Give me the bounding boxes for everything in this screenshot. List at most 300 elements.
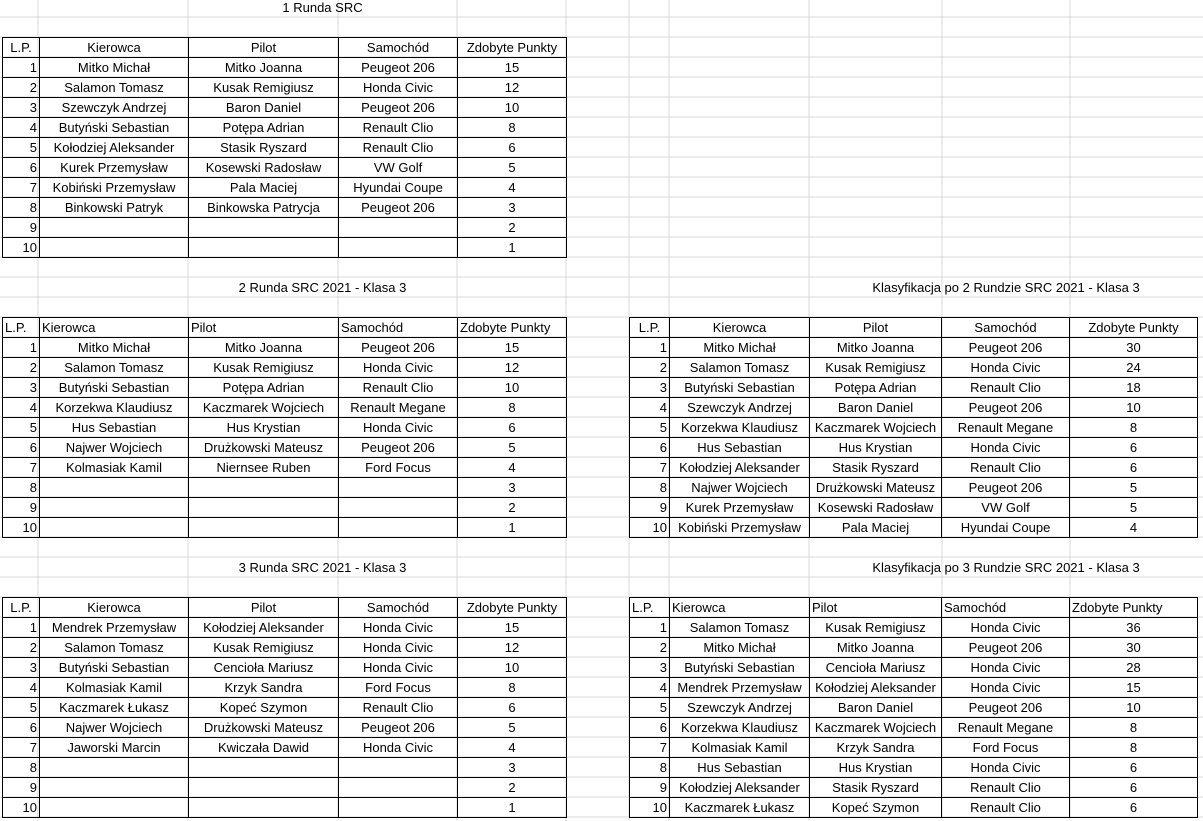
cell-punkty[interactable]: 4	[458, 738, 567, 758]
cell-pilot[interactable]: Kopeć Szymon	[189, 698, 339, 718]
cell-lp[interactable]: 9	[3, 498, 40, 518]
cell-punkty[interactable]: 12	[458, 358, 567, 378]
cell-punkty[interactable]: 8	[458, 398, 567, 418]
cell-kierowca[interactable]	[40, 758, 189, 778]
cell-kierowca[interactable]: Korzekwa Klaudiusz	[40, 398, 189, 418]
table-row	[3, 778, 567, 798]
table-row	[630, 498, 1198, 518]
cell-lp[interactable]: 2	[3, 78, 40, 98]
cell-samochod[interactable]: Honda Civic	[339, 658, 458, 678]
cell-kierowca[interactable]: Salamon Tomasz	[670, 618, 810, 638]
cell-lp[interactable]: 5	[630, 418, 670, 438]
cell-lp[interactable]: 8	[3, 478, 40, 498]
cell-lp[interactable]: 10	[630, 798, 670, 818]
cell-punkty[interactable]: 30	[1070, 638, 1198, 658]
table-row	[630, 478, 1198, 498]
cell-pilot[interactable]: Hus Krystian	[810, 758, 942, 778]
table-row	[630, 718, 1198, 738]
cell-lp[interactable]: 2	[3, 358, 40, 378]
table-round-1	[2, 37, 567, 258]
cell-kierowca[interactable]: Butyński Sebastian	[40, 378, 189, 398]
cell-pilot[interactable]: Mitko Joanna	[189, 58, 339, 78]
cell-pilot[interactable]: Stasik Ryszard	[189, 138, 339, 158]
cell-punkty[interactable]: 8	[1070, 418, 1198, 438]
cell-lp[interactable]: 6	[630, 438, 670, 458]
cell-kierowca[interactable]: Kaczmarek Łukasz	[40, 698, 189, 718]
cell-samochod[interactable]: Ford Focus	[339, 678, 458, 698]
cell-kierowca[interactable]: Kołodziej Aleksander	[40, 138, 189, 158]
cell-pilot[interactable]: Drużkowski Mateusz	[189, 718, 339, 738]
table-row	[3, 178, 567, 198]
header-samochod[interactable]: Samochód	[942, 598, 1070, 618]
cell-kierowca[interactable]: Salamon Tomasz	[40, 638, 189, 658]
header-kierowca[interactable]: Kierowca	[670, 598, 810, 618]
cell-samochod[interactable]: Honda Civic	[942, 618, 1070, 638]
cell-samochod[interactable]	[339, 478, 458, 498]
cell-samochod[interactable]	[339, 518, 458, 538]
cell-lp[interactable]: 5	[3, 138, 40, 158]
cell-kierowca[interactable]: Kobiński Przemysław	[670, 518, 810, 538]
cell-samochod[interactable]: Honda Civic	[339, 78, 458, 98]
cell-samochod[interactable]: Renault Clio	[942, 458, 1070, 478]
cell-samochod[interactable]: Peugeot 206	[942, 698, 1070, 718]
cell-lp[interactable]: 4	[3, 678, 40, 698]
cell-lp[interactable]: 8	[630, 478, 670, 498]
cell-samochod[interactable]: Honda Civic	[942, 758, 1070, 778]
cell-kierowca[interactable]: Szewczyk Andrzej	[670, 698, 810, 718]
cell-punkty[interactable]: 6	[458, 418, 567, 438]
cell-kierowca[interactable]: Jaworski Marcin	[40, 738, 189, 758]
cell-lp[interactable]: 1	[630, 618, 670, 638]
cell-punkty[interactable]: 2	[458, 498, 567, 518]
cell-kierowca[interactable]: Salamon Tomasz	[670, 358, 810, 378]
cell-lp[interactable]: 9	[630, 498, 670, 518]
cell-samochod[interactable]: Ford Focus	[942, 738, 1070, 758]
cell-pilot[interactable]: Kołodziej Aleksander	[189, 618, 339, 638]
cell-samochod[interactable]: Honda Civic	[942, 658, 1070, 678]
cell-lp[interactable]: 7	[3, 458, 40, 478]
cell-lp[interactable]: 6	[3, 438, 40, 458]
cell-samochod[interactable]: Ford Focus	[339, 458, 458, 478]
cell-samochod[interactable]: Renault Megane	[942, 418, 1070, 438]
cell-lp[interactable]: 5	[630, 698, 670, 718]
cell-punkty[interactable]: 6	[1070, 458, 1198, 478]
cell-lp[interactable]: 9	[630, 778, 670, 798]
cell-punkty[interactable]: 1	[458, 518, 567, 538]
cell-pilot[interactable]: Kusak Remigiusz	[189, 638, 339, 658]
header-punkty[interactable]: Zdobyte Punkty	[458, 598, 567, 618]
cell-lp[interactable]: 2	[630, 358, 670, 378]
cell-samochod[interactable]	[339, 498, 458, 518]
table-row	[3, 718, 567, 738]
cell-kierowca[interactable]: Hus Sebastian	[670, 758, 810, 778]
header-samochod[interactable]: Samochód	[942, 318, 1070, 338]
cell-pilot[interactable]: Kusak Remigiusz	[189, 78, 339, 98]
cell-lp[interactable]: 3	[630, 658, 670, 678]
cell-punkty[interactable]: 15	[458, 58, 567, 78]
cell-samochod[interactable]: Renault Clio	[339, 138, 458, 158]
cell-lp[interactable]: 2	[630, 638, 670, 658]
cell-samochod[interactable]: Honda Civic	[942, 678, 1070, 698]
cell-pilot[interactable]	[189, 798, 339, 818]
cell-samochod[interactable]	[339, 218, 458, 238]
cell-punkty[interactable]: 6	[1070, 758, 1198, 778]
table-row	[3, 118, 567, 138]
cell-punkty[interactable]: 8	[1070, 718, 1198, 738]
table-row	[3, 758, 567, 778]
cell-lp[interactable]: 3	[3, 98, 40, 118]
cell-punkty[interactable]: 3	[458, 198, 567, 218]
cell-samochod[interactable]: Peugeot 206	[339, 338, 458, 358]
cell-pilot[interactable]: Hus Krystian	[810, 438, 942, 458]
cell-kierowca[interactable]: Butyński Sebastian	[670, 658, 810, 678]
cell-samochod[interactable]: Renault Megane	[942, 718, 1070, 738]
cell-kierowca[interactable]: Korzekwa Klaudiusz	[670, 418, 810, 438]
cell-pilot[interactable]: Mitko Joanna	[189, 338, 339, 358]
cell-punkty[interactable]: 5	[458, 438, 567, 458]
table-row	[3, 618, 567, 638]
cell-samochod[interactable]: Hyundai Coupe	[942, 518, 1070, 538]
table-row	[3, 158, 567, 178]
cell-pilot[interactable]: Kusak Remigiusz	[189, 358, 339, 378]
cell-pilot[interactable]: Kaczmarek Wojciech	[810, 418, 942, 438]
cell-pilot[interactable]	[189, 238, 339, 258]
header-pilot[interactable]: Pilot	[810, 318, 942, 338]
cell-pilot[interactable]	[189, 758, 339, 778]
cell-kierowca[interactable]	[40, 798, 189, 818]
cell-kierowca[interactable]: Kołodziej Aleksander	[670, 458, 810, 478]
cell-kierowca[interactable]: Kołodziej Aleksander	[670, 778, 810, 798]
cell-punkty[interactable]: 28	[1070, 658, 1198, 678]
cell-samochod[interactable]	[339, 798, 458, 818]
cell-punkty[interactable]: 18	[1070, 378, 1198, 398]
header-punkty[interactable]: Zdobyte Punkty	[458, 38, 567, 58]
cell-pilot[interactable]: Potępa Adrian	[810, 378, 942, 398]
cell-kierowca[interactable]	[40, 218, 189, 238]
cell-pilot[interactable]: Kusak Remigiusz	[810, 358, 942, 378]
cell-punkty[interactable]: 3	[458, 758, 567, 778]
cell-punkty[interactable]: 8	[1070, 738, 1198, 758]
cell-samochod[interactable]: Peugeot 206	[339, 58, 458, 78]
cell-samochod[interactable]: Peugeot 206	[942, 638, 1070, 658]
cell-samochod[interactable]: VW Golf	[339, 158, 458, 178]
cell-kierowca[interactable]	[40, 498, 189, 518]
cell-lp[interactable]: 4	[3, 118, 40, 138]
cell-lp[interactable]: 10	[3, 798, 40, 818]
cell-pilot[interactable]: Krzyk Sandra	[189, 678, 339, 698]
header-samochod[interactable]: Samochód	[339, 318, 458, 338]
cell-samochod[interactable]: Peugeot 206	[942, 478, 1070, 498]
cell-kierowca[interactable]: Butyński Sebastian	[40, 118, 189, 138]
table-row	[630, 338, 1198, 358]
cell-lp[interactable]: 5	[3, 698, 40, 718]
cell-samochod[interactable]: VW Golf	[942, 498, 1070, 518]
table-row	[3, 58, 567, 78]
cell-samochod[interactable]: Renault Clio	[339, 118, 458, 138]
cell-lp[interactable]: 7	[630, 738, 670, 758]
cell-pilot[interactable]: Kosewski Radosław	[189, 158, 339, 178]
cell-kierowca[interactable]: Mendrek Przemysław	[670, 678, 810, 698]
cell-samochod[interactable]: Renault Clio	[942, 778, 1070, 798]
cell-samochod[interactable]: Peugeot 206	[942, 338, 1070, 358]
cell-lp[interactable]: 3	[630, 378, 670, 398]
header-lp[interactable]: L.P.	[630, 598, 670, 618]
cell-punkty[interactable]: 6	[1070, 778, 1198, 798]
header-lp[interactable]: L.P.	[3, 38, 40, 58]
header-kierowca[interactable]: Kierowca	[670, 318, 810, 338]
header-pilot[interactable]: Pilot	[189, 38, 339, 58]
cell-punkty[interactable]: 6	[1070, 798, 1198, 818]
cell-lp[interactable]: 1	[3, 58, 40, 78]
cell-samochod[interactable]: Peugeot 206	[339, 198, 458, 218]
cell-punkty[interactable]: 3	[458, 478, 567, 498]
cell-kierowca[interactable]: Korzekwa Klaudiusz	[670, 718, 810, 738]
cell-punkty[interactable]: 2	[458, 778, 567, 798]
cell-lp[interactable]: 4	[630, 678, 670, 698]
cell-lp[interactable]: 6	[3, 158, 40, 178]
cell-lp[interactable]: 7	[630, 458, 670, 478]
header-kierowca[interactable]: Kierowca	[40, 598, 189, 618]
cell-lp[interactable]: 8	[630, 758, 670, 778]
cell-punkty[interactable]: 5	[1070, 498, 1198, 518]
cell-punkty[interactable]: 24	[1070, 358, 1198, 378]
header-lp[interactable]: L.P.	[3, 318, 40, 338]
cell-kierowca[interactable]: Hus Sebastian	[40, 418, 189, 438]
cell-samochod[interactable]: Peugeot 206	[339, 98, 458, 118]
cell-lp[interactable]: 3	[3, 378, 40, 398]
cell-lp[interactable]: 1	[630, 338, 670, 358]
cell-pilot[interactable]: Kopeć Szymon	[810, 798, 942, 818]
cell-samochod[interactable]: Renault Megane	[339, 398, 458, 418]
cell-kierowca[interactable]: Mendrek Przemysław	[40, 618, 189, 638]
cell-samochod[interactable]: Honda Civic	[339, 638, 458, 658]
cell-pilot[interactable]: Drużkowski Mateusz	[189, 438, 339, 458]
cell-pilot[interactable]: Krzyk Sandra	[810, 738, 942, 758]
cell-lp[interactable]: 9	[3, 778, 40, 798]
cell-kierowca[interactable]: Salamon Tomasz	[40, 78, 189, 98]
header-samochod[interactable]: Samochód	[339, 38, 458, 58]
header-pilot[interactable]: Pilot	[189, 598, 339, 618]
cell-lp[interactable]: 8	[3, 198, 40, 218]
table-row	[3, 638, 567, 658]
cell-lp[interactable]: 1	[3, 338, 40, 358]
header-row	[630, 598, 1198, 618]
cell-lp[interactable]: 4	[3, 398, 40, 418]
cell-samochod[interactable]: Renault Clio	[339, 698, 458, 718]
cell-punkty[interactable]: 8	[458, 118, 567, 138]
cell-pilot[interactable]: Kaczmarek Wojciech	[189, 398, 339, 418]
cell-pilot[interactable]: Binkowska Patrycja	[189, 198, 339, 218]
table-row	[3, 498, 567, 518]
table-row	[3, 98, 567, 118]
header-lp[interactable]: L.P.	[630, 318, 670, 338]
cell-pilot[interactable]: Pala Maciej	[189, 178, 339, 198]
cell-punkty[interactable]: 36	[1070, 618, 1198, 638]
cell-punkty[interactable]: 30	[1070, 338, 1198, 358]
header-lp[interactable]: L.P.	[3, 598, 40, 618]
cell-samochod[interactable]: Peugeot 206	[339, 718, 458, 738]
table-row	[630, 658, 1198, 678]
cell-punkty[interactable]: 8	[458, 678, 567, 698]
header-punkty[interactable]: Zdobyte Punkty	[1070, 318, 1198, 338]
cell-punkty[interactable]: 6	[458, 138, 567, 158]
header-kierowca[interactable]: Kierowca	[40, 38, 189, 58]
cell-punkty[interactable]: 15	[1070, 678, 1198, 698]
cell-lp[interactable]: 2	[3, 638, 40, 658]
cell-punkty[interactable]: 10	[1070, 398, 1198, 418]
cell-punkty[interactable]: 12	[458, 638, 567, 658]
cell-pilot[interactable]: Baron Daniel	[810, 698, 942, 718]
cell-samochod[interactable]	[339, 758, 458, 778]
cell-kierowca[interactable]: Mitko Michał	[40, 338, 189, 358]
cell-kierowca[interactable]: Salamon Tomasz	[40, 358, 189, 378]
cell-pilot[interactable]: Stasik Ryszard	[810, 778, 942, 798]
cell-lp[interactable]: 7	[3, 178, 40, 198]
cell-lp[interactable]: 8	[3, 758, 40, 778]
cell-kierowca[interactable]: Hus Sebastian	[670, 438, 810, 458]
cell-pilot[interactable]	[189, 478, 339, 498]
cell-kierowca[interactable]: Kolmasiak Kamil	[40, 458, 189, 478]
cell-kierowca[interactable]: Najwer Wojciech	[40, 718, 189, 738]
header-punkty[interactable]: Zdobyte Punkty	[1070, 598, 1198, 618]
cell-samochod[interactable]	[339, 778, 458, 798]
cell-punkty[interactable]: 10	[458, 98, 567, 118]
cell-kierowca[interactable]: Mitko Michał	[670, 638, 810, 658]
cell-kierowca[interactable]: Kolmasiak Kamil	[40, 678, 189, 698]
cell-pilot[interactable]: Hus Krystian	[189, 418, 339, 438]
cell-lp[interactable]: 6	[630, 718, 670, 738]
cell-samochod[interactable]: Honda Civic	[339, 738, 458, 758]
cell-kierowca[interactable]: Butyński Sebastian	[670, 378, 810, 398]
cell-lp[interactable]: 5	[3, 418, 40, 438]
cell-kierowca[interactable]	[40, 478, 189, 498]
cell-lp[interactable]: 10	[630, 518, 670, 538]
cell-kierowca[interactable]: Kurek Przemysław	[670, 498, 810, 518]
cell-kierowca[interactable]: Kurek Przemysław	[40, 158, 189, 178]
cell-kierowca[interactable]: Szewczyk Andrzej	[670, 398, 810, 418]
cell-kierowca[interactable]: Najwer Wojciech	[670, 478, 810, 498]
table-row	[3, 78, 567, 98]
cell-kierowca[interactable]: Kaczmarek Łukasz	[670, 798, 810, 818]
cell-pilot[interactable]: Baron Daniel	[810, 398, 942, 418]
cell-punkty[interactable]: 10	[1070, 698, 1198, 718]
table-row	[630, 698, 1198, 718]
cell-pilot[interactable]: Potępa Adrian	[189, 378, 339, 398]
cell-samochod[interactable]: Renault Clio	[339, 378, 458, 398]
cell-pilot[interactable]: Stasik Ryszard	[810, 458, 942, 478]
cell-lp[interactable]: 1	[3, 618, 40, 638]
cell-punkty[interactable]: 6	[458, 698, 567, 718]
cell-pilot[interactable]	[189, 778, 339, 798]
header-samochod[interactable]: Samochód	[339, 598, 458, 618]
cell-samochod[interactable]: Renault Clio	[942, 378, 1070, 398]
cell-punkty[interactable]: 4	[458, 178, 567, 198]
cell-punkty[interactable]: 1	[458, 798, 567, 818]
cell-samochod[interactable]: Peugeot 206	[339, 438, 458, 458]
cell-pilot[interactable]: Cencioła Mariusz	[810, 658, 942, 678]
cell-samochod[interactable]: Honda Civic	[339, 358, 458, 378]
cell-kierowca[interactable]: Kolmasiak Kamil	[670, 738, 810, 758]
cell-pilot[interactable]	[189, 218, 339, 238]
cell-punkty[interactable]: 12	[458, 78, 567, 98]
cell-pilot[interactable]: Potępa Adrian	[189, 118, 339, 138]
cell-lp[interactable]: 9	[3, 218, 40, 238]
cell-lp[interactable]: 10	[3, 238, 40, 258]
cell-punkty[interactable]: 4	[1070, 518, 1198, 538]
cell-kierowca[interactable]: Mitko Michał	[670, 338, 810, 358]
cell-punkty[interactable]: 15	[458, 618, 567, 638]
cell-punkty[interactable]: 4	[458, 458, 567, 478]
cell-punkty[interactable]: 10	[458, 658, 567, 678]
table-row	[3, 378, 567, 398]
header-pilot[interactable]: Pilot	[189, 318, 339, 338]
cell-pilot[interactable]: Drużkowski Mateusz	[810, 478, 942, 498]
cell-pilot[interactable]: Mitko Joanna	[810, 638, 942, 658]
cell-samochod[interactable]: Honda Civic	[339, 618, 458, 638]
cell-pilot[interactable]: Kwiczała Dawid	[189, 738, 339, 758]
cell-punkty[interactable]: 1	[458, 238, 567, 258]
cell-kierowca[interactable]	[40, 238, 189, 258]
cell-kierowca[interactable]	[40, 518, 189, 538]
cell-samochod[interactable]: Honda Civic	[942, 358, 1070, 378]
cell-pilot[interactable]: Baron Daniel	[189, 98, 339, 118]
cell-kierowca[interactable]: Kobiński Przemysław	[40, 178, 189, 198]
cell-lp[interactable]: 4	[630, 398, 670, 418]
cell-punkty[interactable]: 5	[458, 718, 567, 738]
cell-punkty[interactable]: 5	[1070, 478, 1198, 498]
cell-kierowca[interactable]: Mitko Michał	[40, 58, 189, 78]
cell-pilot[interactable]: Kusak Remigiusz	[810, 618, 942, 638]
cell-punkty[interactable]: 5	[458, 158, 567, 178]
cell-pilot[interactable]: Niernsee Ruben	[189, 458, 339, 478]
cell-samochod[interactable]: Peugeot 206	[942, 398, 1070, 418]
header-kierowca[interactable]: Kierowca	[40, 318, 189, 338]
cell-samochod[interactable]	[339, 238, 458, 258]
cell-samochod[interactable]: Honda Civic	[339, 418, 458, 438]
cell-pilot[interactable]: Cencioła Mariusz	[189, 658, 339, 678]
cell-lp[interactable]: 10	[3, 518, 40, 538]
cell-samochod[interactable]: Honda Civic	[942, 438, 1070, 458]
cell-kierowca[interactable]: Butyński Sebastian	[40, 658, 189, 678]
cell-samochod[interactable]: Renault Clio	[942, 798, 1070, 818]
cell-pilot[interactable]: Pala Maciej	[810, 518, 942, 538]
table-row	[630, 638, 1198, 658]
cell-kierowca[interactable]: Binkowski Patryk	[40, 198, 189, 218]
cell-kierowca[interactable]	[40, 778, 189, 798]
cell-kierowca[interactable]: Najwer Wojciech	[40, 438, 189, 458]
cell-punkty[interactable]: 6	[1070, 438, 1198, 458]
table-row	[3, 398, 567, 418]
header-pilot[interactable]: Pilot	[810, 598, 942, 618]
cell-punkty[interactable]: 10	[458, 378, 567, 398]
cell-punkty[interactable]: 2	[458, 218, 567, 238]
cell-pilot[interactable]: Kołodziej Aleksander	[810, 678, 942, 698]
cell-samochod[interactable]: Hyundai Coupe	[339, 178, 458, 198]
cell-lp[interactable]: 3	[3, 658, 40, 678]
cell-pilot[interactable]	[189, 498, 339, 518]
cell-pilot[interactable]: Kosewski Radosław	[810, 498, 942, 518]
table-row	[3, 218, 567, 238]
cell-kierowca[interactable]: Szewczyk Andrzej	[40, 98, 189, 118]
cell-pilot[interactable]: Kaczmarek Wojciech	[810, 718, 942, 738]
cell-lp[interactable]: 6	[3, 718, 40, 738]
cell-pilot[interactable]: Mitko Joanna	[810, 338, 942, 358]
cell-pilot[interactable]	[189, 518, 339, 538]
cell-punkty[interactable]: 15	[458, 338, 567, 358]
title-classification-3: Klasyfikacja po 3 Rundzie SRC 2021 - Klasa 3	[872, 560, 1140, 575]
cell-lp[interactable]: 7	[3, 738, 40, 758]
header-punkty[interactable]: Zdobyte Punkty	[458, 318, 567, 338]
